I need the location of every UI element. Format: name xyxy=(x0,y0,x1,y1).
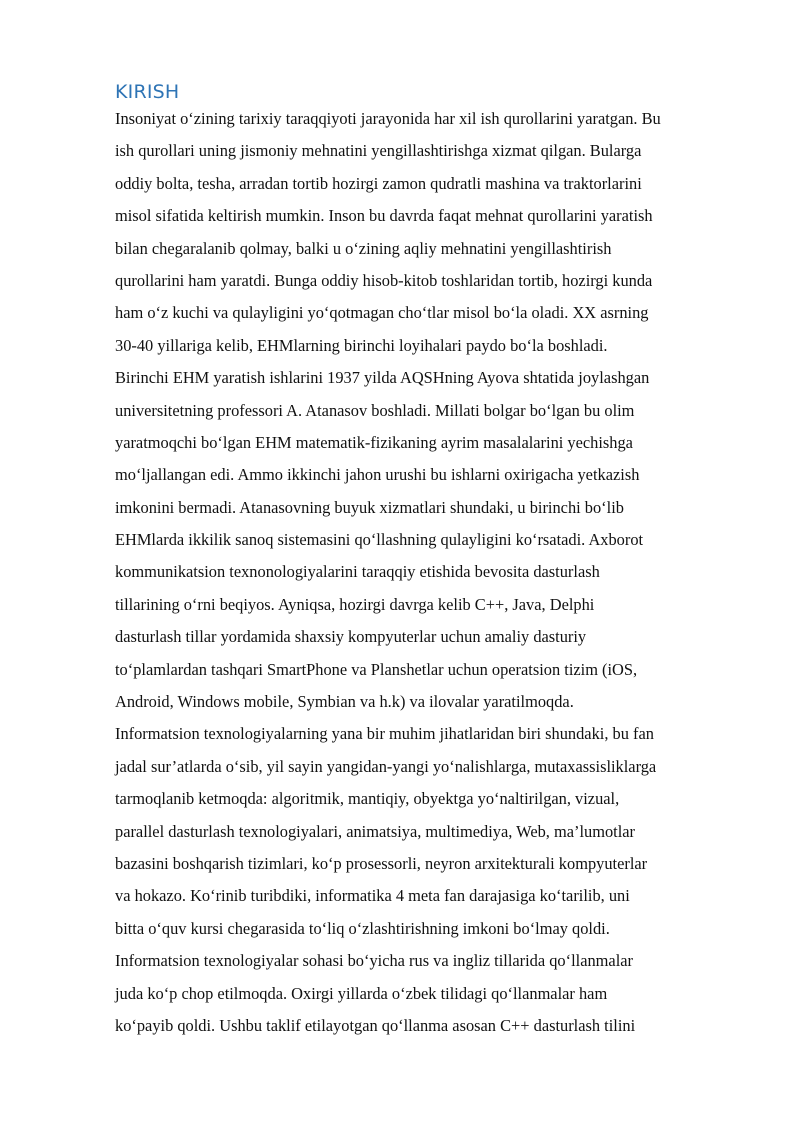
text-line: Informatsion texnologiyalarning yana bir muhim jihatlaridan biri shundaki, bu fan xyxy=(115,724,654,744)
text-line: tillarining o‘rni beqiyos. Ayniqsa, hozirgi davrga kelib C++, Java, Delphi xyxy=(115,594,595,614)
text-line: universitetning professori A. Atanasov boshladi. Millati bolgar bo‘lgan bu olim xyxy=(115,400,635,420)
text-line: Birinchi EHM yaratish ishlarini 1937 yilda AQSHning Ayova shtatida joylashgan xyxy=(115,368,650,388)
text-line: parallel dasturlash texnologiyalari, animatsiya, multimediya, Web, ma’lumotlar xyxy=(115,821,636,841)
text-line: jadal sur’atlarda o‘sib, yil sayin yangidan-yangi yo‘nalishlarga, mutaxassisliklarga xyxy=(115,756,657,776)
text-line: 30-40 yillariga kelib, EHMlarning birinchi loyihalari paydo bo‘la boshladi. xyxy=(115,335,608,355)
text-line: ish qurollari uning jismoniy mehnatini yengillashtirishga xizmat qilgan. Bularga xyxy=(115,141,642,161)
text-line: Insoniyat o‘zining tarixiy taraqqiyoti jarayonida har xil ish qurollarini yaratgan. Bu xyxy=(115,109,661,128)
text-line: EHMlarda ikkilik sanoq sistemasini qo‘llashning qulayligini ko‘rsatadi. Axborot xyxy=(115,530,644,550)
text-line: to‘plamlardan tashqari SmartPhone va Planshetlar uchun operatsion tizim (iOS, xyxy=(115,659,638,679)
text-line: yaratmoqchi bo‘lgan EHM matematik-fizikaning ayrim masalalarini yechishga xyxy=(115,432,633,452)
text-line: kommunikatsion texnonologiyalarini taraqqiy etishida bevosita dasturlash xyxy=(115,562,600,582)
text-line: juda ko‘p chop etilmoqda. Oxirgi yillarda o‘zbek tilidagi qo‘llanmalar ham xyxy=(115,983,608,1003)
text-line: ko‘payib qoldi. Ushbu taklif etilayotgan qo‘llanma asosan C++ dasturlash tilini xyxy=(115,1015,636,1035)
text-line: bitta o‘quv kursi chegarasida to‘liq o‘zlashtirishning imkoni bo‘lmay qoldi. xyxy=(115,918,610,938)
text-line: va hokazo. Ko‘rinib turibdiki, informatika 4 meta fan darajasiga ko‘tarilib, uni xyxy=(115,886,630,906)
text-line: tarmoqlanib ketmoqda: algoritmik, mantiqiy, obyektga yo‘naltirilgan, vizual, xyxy=(115,789,620,809)
text-line: ham o‘z kuchi va qulayligini yo‘qotmagan cho‘tlar misol bo‘la oladi. XX asrning xyxy=(115,303,649,323)
text-line: Informatsion texnologiyalar sohasi bo‘yicha rus va ingliz tillarida qo‘llanmalar xyxy=(115,951,633,971)
text-line: misol sifatida keltirish mumkin. Inson bu davrda faqat mehnat qurollarini yaratish xyxy=(115,206,653,226)
section-heading: KIRISH xyxy=(115,81,180,103)
text-line: bazasini boshqarish tizimlari, ko‘p prosessorli, neyron arxitekturali kompyuterlar xyxy=(115,853,648,873)
text-line: bilan chegaralanib qolmay, balki u o‘zining aqliy mehnatini yengillashtirish xyxy=(115,238,612,258)
text-line: mo‘ljallangan edi. Ammo ikkinchi jahon urushi bu ishlarni oxirigacha yetkazish xyxy=(115,465,640,485)
text-line: qurollarini ham yaratdi. Bunga oddiy hisob-kitob toshlaridan tortib, hozirgi kunda xyxy=(115,270,653,290)
text-line: dasturlash tillar yordamida shaxsiy kompyuterlar uchun amaliy dasturiy xyxy=(115,627,587,647)
text-line: oddiy bolta, tesha, arradan tortib hozirgi zamon qudratli mashina va traktorlarini xyxy=(115,173,642,193)
text-line: Android, Windows mobile, Symbian va h.k) va ilovalar yaratilmoqda. xyxy=(115,692,574,712)
body-paragraph xyxy=(115,107,745,1046)
text-line: imkonini bermadi. Atanasovning buyuk xizmatlari shundaki, u birinchi bo‘lib xyxy=(115,497,624,517)
